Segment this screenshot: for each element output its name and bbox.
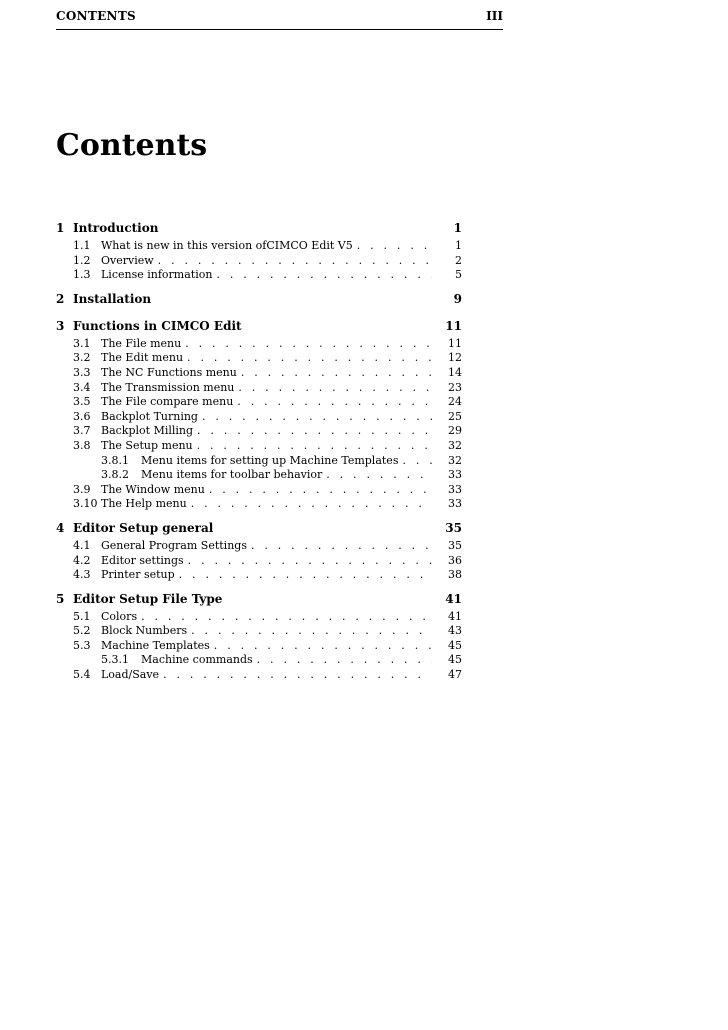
toc-entry-page: 47 xyxy=(448,668,462,682)
toc-entry-number: 4.3 xyxy=(73,568,91,582)
toc-entry-3-8-1[interactable] xyxy=(56,454,462,469)
toc-section-2[interactable] xyxy=(56,292,462,310)
toc-entry-page: 33 xyxy=(448,482,462,496)
toc-section-page: 35 xyxy=(445,520,462,535)
toc-section-number: 1 xyxy=(56,221,65,235)
toc-entry-page: 33 xyxy=(448,497,462,511)
toc-section-3[interactable] xyxy=(56,319,462,337)
toc-entry-number: 4.1 xyxy=(73,538,91,552)
toc-entry-number: 5.2 xyxy=(73,624,91,638)
toc-section-title: Functions in CIMCO Edit xyxy=(73,318,242,333)
toc-section-page: 11 xyxy=(445,318,462,333)
dot-leader xyxy=(398,454,432,467)
dot-leader xyxy=(322,468,432,481)
toc-entry-title: Menu items for setting up Machine Templates xyxy=(141,453,399,467)
dot-leader xyxy=(184,554,432,567)
toc-entry-page: 43 xyxy=(448,624,462,638)
dot-leader xyxy=(212,268,432,281)
toc-entry-title: Load/Save xyxy=(101,668,160,682)
dot-leader xyxy=(137,610,432,623)
toc-entry-page: 41 xyxy=(448,609,462,623)
toc-entry-page: 35 xyxy=(448,538,462,552)
toc-entry-page: 38 xyxy=(448,568,462,582)
toc-section-1[interactable] xyxy=(56,221,462,239)
toc-entry-title: Printer setup xyxy=(101,568,175,582)
toc-entry-3-1[interactable] xyxy=(56,337,462,352)
toc-entry-page: 12 xyxy=(448,351,462,365)
toc-entry-number: 3.8 xyxy=(73,438,91,452)
toc-entry-page: 29 xyxy=(448,424,462,438)
toc-entry-number: 3.6 xyxy=(73,409,91,423)
toc-entry-title: The Transmission menu xyxy=(101,380,235,394)
toc-entry-5-2[interactable] xyxy=(56,624,462,639)
toc-entry-title: Colors xyxy=(101,609,138,623)
toc-entry-title: Overview xyxy=(101,253,154,267)
toc-entry-number: 3.7 xyxy=(73,424,91,438)
toc-entry-page: 45 xyxy=(448,638,462,652)
toc-entry-3-8-2[interactable] xyxy=(56,468,462,483)
toc-entry-3-8[interactable] xyxy=(56,439,462,454)
toc-entry-page: 1 xyxy=(455,239,462,252)
toc-entry-4-2[interactable] xyxy=(56,554,462,569)
toc-entry-page: 5 xyxy=(455,268,462,282)
toc-entry-1-1[interactable] xyxy=(56,239,462,254)
toc-entry-number: 3.9 xyxy=(73,482,91,496)
toc-entry-page: 36 xyxy=(448,553,462,567)
toc-entry-number: 1.3 xyxy=(73,268,91,282)
toc-section-5[interactable] xyxy=(56,592,462,610)
toc-entry-title: Machine commands xyxy=(141,653,253,667)
toc-entry-3-9[interactable] xyxy=(56,483,462,498)
toc-entry-title: The Help menu xyxy=(101,497,187,511)
toc-entry-5-3[interactable] xyxy=(56,639,462,654)
toc-entry-page: 32 xyxy=(448,453,462,467)
toc-entry-number: 3.5 xyxy=(73,395,91,409)
toc-section-number: 4 xyxy=(56,520,65,535)
toc-entry-title: General Program Settings xyxy=(101,538,247,552)
dot-leader xyxy=(205,483,432,496)
toc-entry-title: What is new in this version ofCIMCO Edit V5 xyxy=(101,239,353,252)
toc-entry-title: The Setup menu xyxy=(101,438,193,452)
toc-section-title: Installation xyxy=(73,291,152,306)
toc-entry-page: 11 xyxy=(448,336,462,350)
header-section-title: CONTENTS xyxy=(56,9,137,23)
toc-section-page: 41 xyxy=(445,591,462,606)
toc-section-4[interactable] xyxy=(56,521,462,539)
toc-section-page: 9 xyxy=(453,291,462,306)
toc-section-title: Editor Setup File Type xyxy=(73,591,223,606)
toc-entry-title: The File menu xyxy=(101,336,182,350)
toc-entry-title: Editor settings xyxy=(101,553,184,567)
table-of-contents xyxy=(56,221,462,683)
toc-entry-3-10[interactable] xyxy=(56,497,462,512)
toc-entry-number: 4.2 xyxy=(73,553,91,567)
toc-entry-title: Machine Templates xyxy=(101,638,210,652)
toc-entry-title: The Window menu xyxy=(101,482,205,496)
toc-entry-5-3-1[interactable] xyxy=(56,653,462,668)
dot-leader xyxy=(187,497,432,510)
toc-entry-title: The Edit menu xyxy=(101,351,184,365)
toc-entry-number: 5.1 xyxy=(73,609,91,623)
toc-entry-3-3[interactable] xyxy=(56,366,462,381)
toc-entry-number: 3.10 xyxy=(73,497,98,511)
toc-section-title: Introduction xyxy=(73,221,159,235)
page-title: Contents xyxy=(56,128,208,163)
toc-section-number: 5 xyxy=(56,591,65,606)
toc-entry-title: License information xyxy=(101,268,213,282)
dot-leader xyxy=(198,410,432,423)
dot-leader xyxy=(183,351,432,364)
toc-entry-number: 5.4 xyxy=(73,668,91,682)
toc-entry-3-2[interactable] xyxy=(56,351,462,366)
toc-entry-4-3[interactable] xyxy=(56,568,462,583)
toc-entry-1-2[interactable] xyxy=(56,254,462,269)
dot-leader xyxy=(247,539,432,552)
toc-entry-number: 3.1 xyxy=(73,336,91,350)
toc-entry-page: 23 xyxy=(448,380,462,394)
dot-leader xyxy=(237,366,432,379)
toc-entry-3-6[interactable] xyxy=(56,410,462,425)
toc-entry-page: 2 xyxy=(455,253,462,267)
toc-section-number: 3 xyxy=(56,318,65,333)
toc-entry-number: 3.8.1 xyxy=(101,453,129,467)
dot-leader xyxy=(353,239,432,252)
toc-entry-page: 32 xyxy=(448,438,462,452)
dot-leader xyxy=(159,668,432,681)
toc-entry-title: Menu items for toolbar behavior xyxy=(141,468,323,482)
toc-entry-5-1[interactable] xyxy=(56,610,462,625)
dot-leader xyxy=(193,424,432,437)
toc-entry-title: Backplot Milling xyxy=(101,424,194,438)
toc-entry-number: 3.2 xyxy=(73,351,91,365)
toc-entry-page: 24 xyxy=(448,395,462,409)
toc-entry-number: 5.3.1 xyxy=(101,653,129,667)
toc-entry-title: The NC Functions menu xyxy=(101,365,237,379)
toc-entry-1-3[interactable] xyxy=(56,268,462,283)
toc-entry-number: 1.2 xyxy=(73,253,91,267)
dot-leader xyxy=(187,624,432,637)
toc-entry-number: 3.4 xyxy=(73,380,91,394)
header-page-number: III xyxy=(486,9,503,23)
toc-entry-page: 33 xyxy=(448,468,462,482)
dot-leader xyxy=(154,254,432,267)
toc-entry-title: Backplot Turning xyxy=(101,409,198,423)
toc-entry-4-1[interactable] xyxy=(56,539,462,554)
toc-section-page: 1 xyxy=(453,221,462,235)
toc-entry-3-4[interactable] xyxy=(56,381,462,396)
toc-entry-number: 5.3 xyxy=(73,638,91,652)
dot-leader xyxy=(234,381,432,394)
toc-entry-5-4[interactable] xyxy=(56,668,462,683)
toc-entry-3-5[interactable] xyxy=(56,395,462,410)
toc-entry-title: The File compare menu xyxy=(101,395,234,409)
toc-entry-title: Block Numbers xyxy=(101,624,188,638)
toc-entry-number: 3.3 xyxy=(73,365,91,379)
toc-entry-page: 45 xyxy=(448,653,462,667)
toc-section-number: 2 xyxy=(56,291,65,306)
toc-entry-page: 14 xyxy=(448,365,462,379)
dot-leader xyxy=(175,568,432,581)
toc-entry-number: 3.8.2 xyxy=(101,468,129,482)
toc-section-title: Editor Setup general xyxy=(73,520,214,535)
dot-leader xyxy=(233,395,432,408)
dot-leader xyxy=(253,653,432,666)
dot-leader xyxy=(193,439,432,452)
dot-leader xyxy=(181,337,432,350)
toc-entry-page: 25 xyxy=(448,409,462,423)
dot-leader xyxy=(210,639,432,652)
toc-entry-3-7[interactable] xyxy=(56,424,462,439)
toc-entry-number: 1.1 xyxy=(73,239,91,252)
running-header xyxy=(56,9,503,30)
